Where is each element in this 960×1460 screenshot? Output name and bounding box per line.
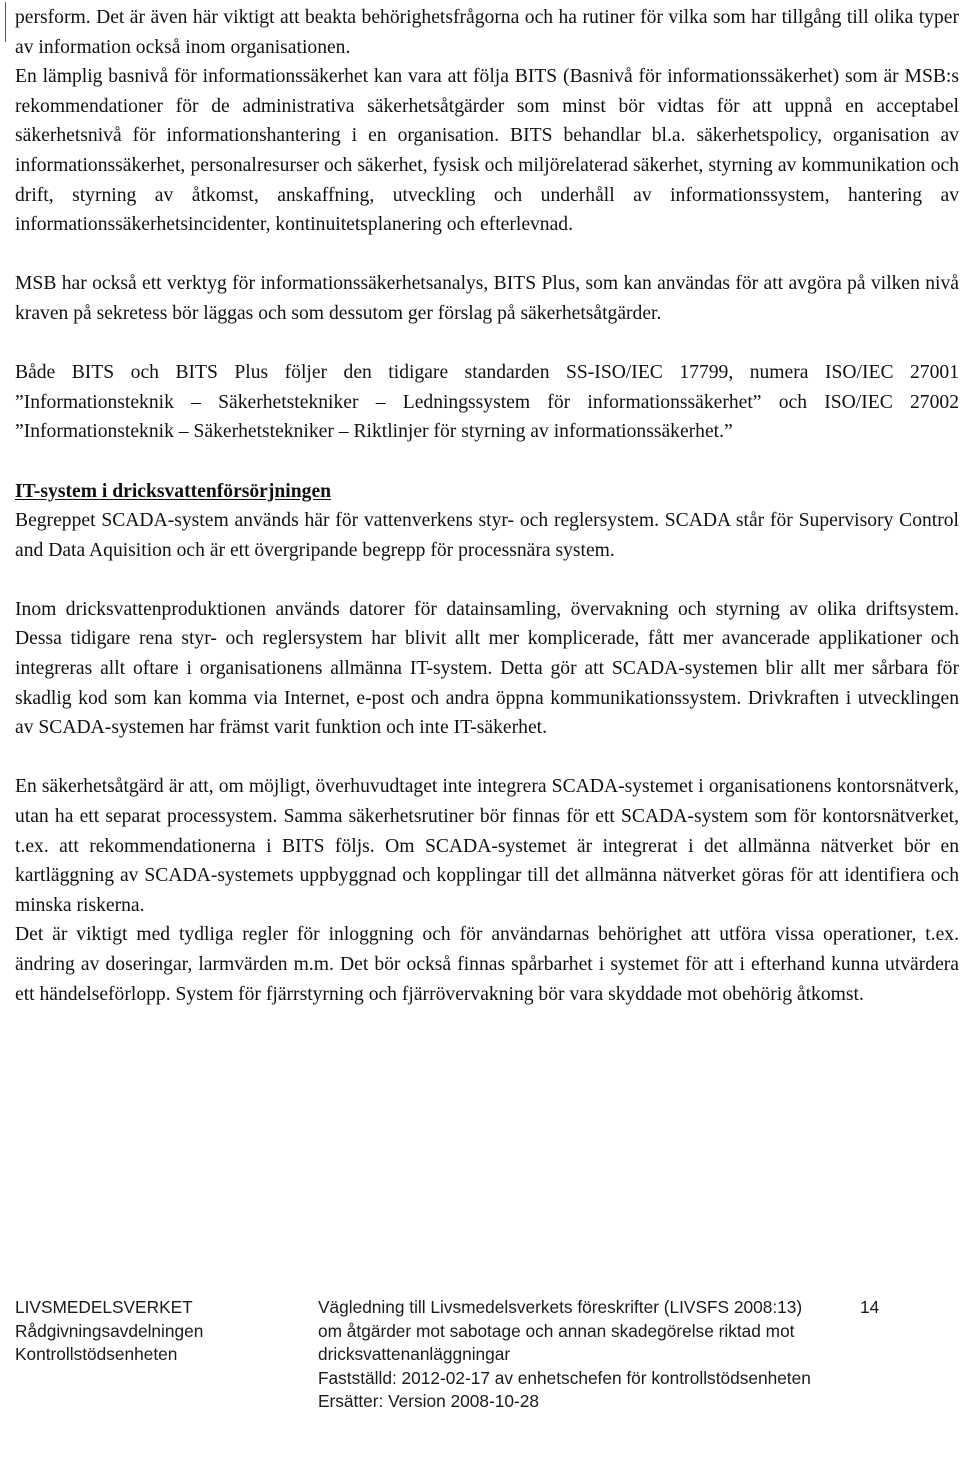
paragraph-bits-plus: MSB har också ett verktyg för informationssäkerhetsanalys, BITS Plus, som kan användas för att avgöra på vilken nivå kraven på sekretess bör läggas och som dessutom ger förslag på säkerhetsåtgärder. (15, 273, 959, 324)
footer-organization (15, 1296, 305, 1367)
paragraph-bits-baseline: En lämplig basnivå för informationssäkerhet kan vara att följa BITS (Basnivå för informationssäkerhet) som är MSB:s rekommendationer för de administrativa säkerhetsåtgärder som minst bör vidtas för att uppnå en acceptabel säkerhetsnivå för informationshantering i en organisation. BITS behandlar bl.a. säkerhetspolicy, organisation av informationssäkerhet, personalresurser och säkerhet, fysisk och miljörelaterad säkerhet, styrning av kommunikation och drift, styrning av åtkomst, anskaffning, utveckling och underhåll av informationssystem, hantering av informationssäkerhetsincidenter, kontinuitetsplanering och efterlevnad. (15, 66, 959, 236)
footer-unit: Kontrollstödsenheten (15, 1344, 178, 1364)
footer-document-info (318, 1296, 813, 1414)
margin-bar (5, 2, 6, 42)
footer-established: Fastställd: 2012-02-17 av enhetschefen för kontrollstödsenheten (318, 1367, 811, 1388)
paragraph-scada-vulnerability: Inom dricksvattenproduktionen används datorer för datainsamling, övervakning och styrning av olika driftsystem. Dessa tidigare rena styr- och reglersystem har blivit allt mer komplicerade, fått mer avancerade applikationer och integreras allt oftare i organisationens allmänna IT-system. Detta gör att SCADA-systemen blir allt mer sårbara för skadlig kod som kan komma via Internet, e-post och andra öppna kommunikationssystem. Drivkraften i utvecklingen av SCADA-systemen har främst varit funktion och inte IT-säkerhet. (15, 598, 959, 739)
section-heading: IT-system i dricksvattenförsörjningen (15, 480, 332, 502)
footer-replaces: Ersätter: Version 2008-10-28 (318, 1391, 539, 1411)
paragraph-access-control: Det är viktigt med tydliga regler för inloggning och för användarnas behörighet att utföra vissa operationer, t.ex. ändring av doseringar, larmvärden m.m. Det bör också finnas spårbarhet i systemet för att i efterhand kunna utvärdera ett händelseförlopp. System för fjärrstyrning och fjärrövervakning bör vara skyddade mot obehörig åtkomst. (15, 924, 959, 1005)
paragraph-scada-separation: En säkerhetsåtgärd är att, om möjligt, överhuvudtaget inte integrera SCADA-systemet i organisationens kontorsnätverk, utan ha ett separat processystem. Samma säkerhetsrutiner bör finnas för ett SCADA-system som för kontorsnätverket, t.ex. att rekommendationerna i BITS följs. Om SCADA-systemet är integrerat i det allmänna nätverket bör en kartläggning av SCADA-systemets uppbyggnad och kopplingar till det allmänna nätverket göras för att identifiera och minska riskerna. (15, 776, 959, 916)
paragraph-standards: Både BITS och BITS Plus följer den tidigare standarden SS-ISO/IEC 17799, numera ISO/IEC 27001 ”Informationsteknik – Säkerhetstekniker – Ledningssystem för informationssäkerhet” och ISO/IEC 27002 ”Informationsteknik – Säkerhetstekniker – Riktlinjer för styrning av informationssäkerhet.” (15, 362, 959, 443)
paragraph-access-rights: persform. Det är även här viktigt att beakta behörighetsfrågorna och ha rutiner för vilka som har tillgång till olika typer av information också inom organisationen. (15, 7, 959, 58)
document-body (15, 3, 959, 1009)
paragraph-scada-definition: Begreppet SCADA-system används här för vattenverkens styr- och reglersystem. SCADA står för Supervisory Control and Data Aquisition och är ett övergripande begrepp för processnära system. (15, 510, 959, 561)
footer-doc-title: Vägledning till Livsmedelsverkets föreskrifter (LIVSFS 2008:13) om åtgärder mot sabotage och annan skadegörelse riktad mot dricksvattenanläggningar (318, 1297, 803, 1364)
page-number: 14 (860, 1297, 880, 1317)
footer-department: Rådgivningsavdelningen (15, 1320, 204, 1341)
footer-org-name: LIVSMEDELSVERKET (15, 1297, 193, 1317)
